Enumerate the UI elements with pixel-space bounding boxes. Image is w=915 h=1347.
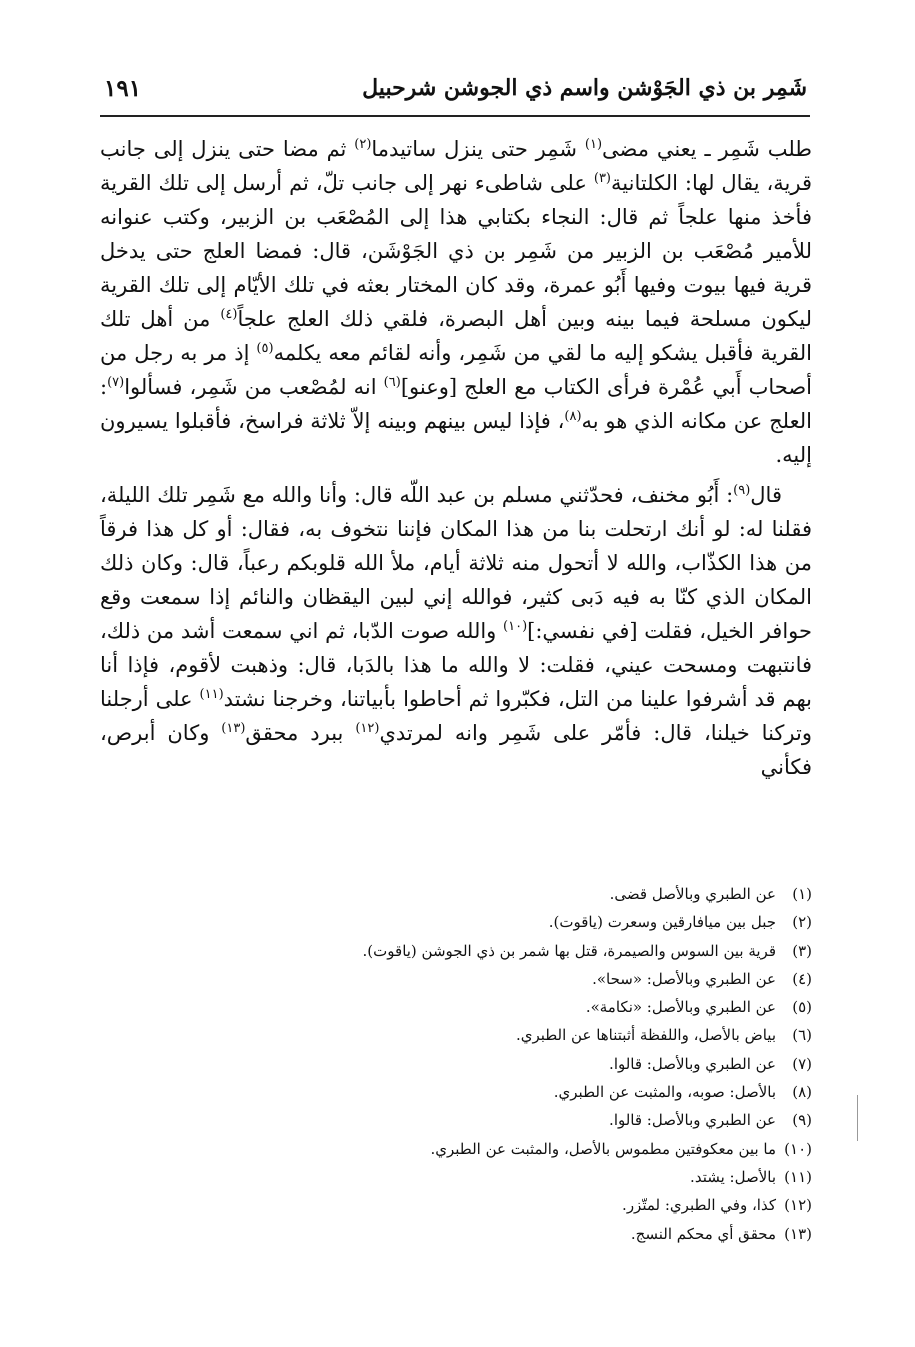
footnote-number: (٢) <box>792 913 812 932</box>
text-run: على شاطىء نهر إلى جانب تلّ، ثم أرسل إلى تلك القرية فأخذ منها علجاً ثم قال: النجاء بكتابي هذا إلى المُصْعَب بن الزبير، وكتب عنوانه للأمير مُصْعَب بن الزبير من شَمِر بن ذي الجَوْشَن، قال: فمضا العلج حتى يدخل قرية فيها بيوت وفيها أَبُو عمرة، وقد كان المختار بعثه في تلك الأيّام إلى تلك القرية ليكون مسلحة فيما بينه وبين أهل البصرة، فلقي ذلك العلج علجاً <box>100 171 812 331</box>
footnote-ref: (٣) <box>593 171 611 186</box>
footnote-ref: (٤) <box>220 307 238 322</box>
footnote-text: بالأصل: يشتد. <box>690 1167 776 1186</box>
footnote <box>300 880 812 908</box>
page-number: ١٩١ <box>104 74 142 102</box>
text-run: إذ مر به رجل من أصحاب أَبي عُمْرة فرأى الكتاب مع العلج [وعنو] <box>100 341 812 399</box>
footnote <box>300 1163 812 1191</box>
paragraph <box>100 132 812 472</box>
footnote-ref: (١) <box>584 137 603 152</box>
footnote-text: بياض بالأصل، واللفظة أثبتناها عن الطبري. <box>515 1026 776 1045</box>
text-run: : أَبُو مخنف، فحدّثني مسلم بن عبد اللّه قال: وأنا والله مع شَمِر تلك الليلة، فقلنا له: لو أنك ارتحلت بنا من هذا المكان فإننا نتخوف به، فقال: أو كل هذا فرقاً من هذا الكذّاب، والله لا أتحول منه ثلاثة أيام، ملأ الله قلوبكم رعباً، قال: وكان ذلك المكان الذي كنّا به فيه دَبى كثير، فوالله إني لبين اليقظان والنائم إذا سمعت وقع حوافر الخيل، فقلت [في نفسي:] <box>100 483 812 643</box>
footnote-number: (١٠) <box>784 1139 812 1158</box>
text-run: انه لمُصْعب من شَمِر، فسألوا <box>124 375 384 399</box>
text-run: ثم مضا حتى ينزل إلى جانب قرية، يقال لها: الكلتانية <box>100 137 813 195</box>
text-run: : العلج عن مكانه الذي هو به <box>100 375 812 433</box>
margin-mark <box>857 1095 858 1141</box>
footnote-ref: (٨) <box>564 409 582 424</box>
text-run: على أرجلنا وتركنا خيلنا، قال: فأمّر على شَمِر وانه لمرتدي <box>100 687 812 745</box>
footnote-text: بالأصل: صوبه، والمثبت عن الطبري. <box>553 1083 776 1102</box>
running-title: شَمِر بن ذي الجَوْشن واسم ذي الجوشن شرحبيل <box>362 75 807 101</box>
header-rule <box>100 115 810 117</box>
footnote-ref: (١٢) <box>355 721 380 736</box>
text-run: وكان أبرص، فكأني <box>100 721 812 779</box>
text-run: طلب شَمِر ـ يعني مضى <box>602 137 812 161</box>
paragraph <box>100 478 812 784</box>
footnote-number: (٨) <box>792 1083 812 1102</box>
footnote <box>300 1135 812 1163</box>
footnote <box>300 965 812 993</box>
footnote-number: (١٣) <box>784 1224 812 1243</box>
footnote-number: (٩) <box>792 1111 812 1130</box>
footnote-number: (٤) <box>792 969 812 988</box>
footnotes <box>300 880 812 1248</box>
footnote <box>300 908 812 936</box>
text-run: والله صوت الدّبا، ثم اني سمعت أشد من ذلك، فانتبهت ومسحت عيني، فقلت: لا والله ما هذا بالدَبا، قال: وذهبت لأقوم، فإذا أنا بهم قد أشرفوا علينا من التل، فكبّروا ثم أحاطوا بأبياتنا، وخرجنا نشتد <box>100 619 813 711</box>
footnote-ref: (٧) <box>107 375 125 390</box>
footnote <box>300 937 812 965</box>
footnote-ref: (١٣) <box>221 721 246 736</box>
footnote <box>300 1050 812 1078</box>
footnote-text: عن الطبري وبالأصل: «نكامة». <box>585 998 776 1017</box>
footnote-ref: (٢) <box>354 137 372 152</box>
footnote-number: (٦) <box>792 1026 812 1045</box>
footnote-number: (١١) <box>784 1167 812 1186</box>
text-run: من أهل تلك القرية فأقبل يشكو إليه ما لقي من شَمِر، وأنه لقائم معه يكلمه <box>100 307 812 365</box>
footnote-text: ما بين معكوفتين مطموس بالأصل، والمثبت عن الطبري. <box>430 1139 776 1158</box>
footnote-ref: (٩) <box>733 483 751 498</box>
footnote <box>300 1191 812 1219</box>
footnote-ref: (٥) <box>256 341 274 356</box>
text-run: ، فإذا ليس بينهم وبينه إلاّ ثلاثة فراسخ، فأقبلوا يسيرون إليه. <box>100 409 812 467</box>
main-text <box>100 132 812 784</box>
footnote-number: (١) <box>792 885 812 903</box>
footnote-number: (٣) <box>792 941 812 960</box>
footnote <box>300 1078 812 1106</box>
footnote-text: عن الطبري وبالأصل: قالوا. <box>609 1111 776 1130</box>
footnote-number: (١٢) <box>784 1196 812 1215</box>
footnote-text: كذا، وفي الطبري: لمتّزر. <box>622 1196 776 1215</box>
footnote-number: (٥) <box>792 998 812 1017</box>
text-run: شَمِر حتى ينزل ساتيدما <box>371 137 585 161</box>
footnote <box>300 1106 812 1134</box>
footnote-ref: (١١) <box>199 687 224 702</box>
footnote-text: قرية بين السوس والصيمرة، قتل بها شمر بن ذي الجوشن (ياقوت). <box>362 941 776 960</box>
footnote-text: جبل بين ميافارقين وسعرت (ياقوت). <box>548 913 776 932</box>
text-run: ببرد محقق <box>245 721 356 745</box>
page-header <box>104 68 807 108</box>
text-run: قال <box>750 483 782 507</box>
footnote <box>300 993 812 1021</box>
footnote-ref: (٦) <box>383 375 401 390</box>
footnote-text: عن الطبري وبالأصل قضى. <box>609 885 776 903</box>
footnote-number: (٧) <box>792 1054 812 1073</box>
footnote-text: عن الطبري وبالأصل: قالوا. <box>609 1054 776 1073</box>
footnote-ref: (١٠) <box>503 619 528 634</box>
footnote <box>300 1220 812 1248</box>
footnote <box>300 1021 812 1049</box>
footnote-text: عن الطبري وبالأصل: «سحا». <box>592 969 776 988</box>
footnote-text: محقق أي محكم النسج. <box>630 1224 776 1243</box>
